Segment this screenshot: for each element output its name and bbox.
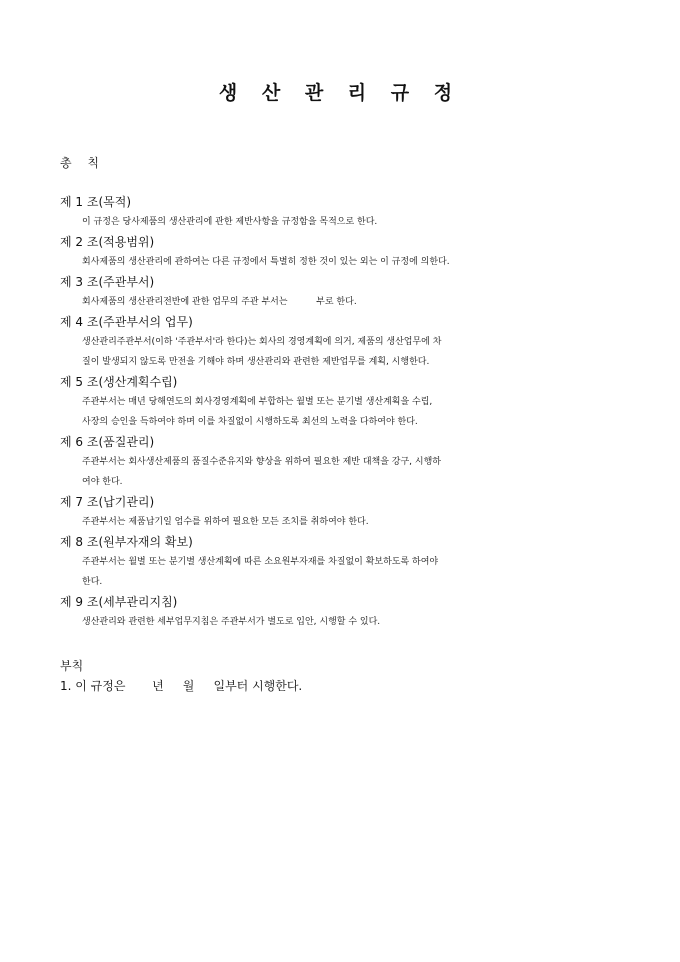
article-body bbox=[60, 612, 624, 632]
article-8 bbox=[60, 532, 624, 592]
article-7 bbox=[60, 492, 624, 532]
article-1 bbox=[60, 192, 624, 232]
article-line: 이 규정은 당사제품의 생산관리에 관한 제반사항을 규정함을 목적으로 한다. bbox=[82, 217, 378, 227]
article-heading: 제 4 조(주관부서의 업무) bbox=[60, 315, 193, 329]
article-line: 여야 한다. bbox=[82, 477, 123, 487]
article-line: 주관부서는 제품납기일 엄수를 위하여 필요한 모든 조치를 취하여야 한다. bbox=[82, 517, 369, 527]
article-body bbox=[60, 512, 624, 532]
article-heading: 제 7 조(납기관리) bbox=[60, 495, 155, 509]
addenda bbox=[60, 656, 624, 696]
article-2 bbox=[60, 232, 624, 272]
section-heading: 총 칙 bbox=[60, 156, 105, 170]
article-heading: 제 9 조(세부관리지침) bbox=[60, 595, 178, 609]
article-body bbox=[60, 252, 624, 272]
article-body bbox=[60, 392, 624, 432]
article-5 bbox=[60, 372, 624, 432]
article-body bbox=[60, 332, 624, 372]
addenda-item: 1. 이 규정은 년 월 일부터 시행한다. bbox=[60, 679, 303, 693]
article-line: 주관부서는 회사생산제품의 품질수준유지와 향상을 위하여 필요한 제반 대책을 강구, 시행하 bbox=[82, 457, 441, 467]
article-heading: 제 3 조(주관부서) bbox=[60, 275, 155, 289]
article-line: 생산관리주관부서(이하 '주관부서'라 한다)는 회사의 경영계획에 의거, 제품의 생산업무에 차 bbox=[82, 337, 442, 347]
article-line: 회사제품의 생산관리에 관하여는 다른 규정에서 특별히 정한 것이 있는 외는 이 규정에 의한다. bbox=[82, 257, 450, 267]
article-heading: 제 1 조(목적) bbox=[60, 195, 131, 209]
article-3 bbox=[60, 272, 624, 312]
article-line: 한다. bbox=[82, 577, 103, 587]
document-title: 생 산 관 리 규 정 bbox=[218, 82, 462, 104]
article-line: 질이 발생되지 않도록 만전을 기해야 하며 생산관리와 관련한 제반업무를 계획, 시행한다. bbox=[82, 357, 430, 367]
article-body bbox=[60, 452, 624, 492]
article-heading: 제 2 조(적용범위) bbox=[60, 235, 155, 249]
article-6 bbox=[60, 432, 624, 492]
article-body bbox=[60, 292, 624, 312]
article-heading: 제 8 조(원부자재의 확보) bbox=[60, 535, 193, 549]
article-4 bbox=[60, 312, 624, 372]
article-heading: 제 6 조(품질관리) bbox=[60, 435, 155, 449]
article-line: 생산관리와 관련한 세부업무지침은 주관부서가 별도로 입안, 시행할 수 있다. bbox=[82, 617, 381, 627]
article-heading: 제 5 조(생산계획수립) bbox=[60, 375, 178, 389]
article-9 bbox=[60, 592, 624, 632]
articles-list bbox=[60, 192, 624, 632]
article-body bbox=[60, 212, 624, 232]
addenda-heading: 부칙 bbox=[60, 659, 84, 673]
article-line: 사장의 승인을 득하여야 하며 이를 차질없이 시행하도록 최선의 노력을 다하여야 한다. bbox=[82, 417, 418, 427]
article-line: 회사제품의 생산관리전반에 관한 업무의 주관 부서는 부로 한다. bbox=[82, 297, 357, 307]
article-line: 주관부서는 월별 또는 분기별 생산계획에 따른 소요원부자재를 차질없이 확보하도록 하여야 bbox=[82, 557, 439, 567]
article-body bbox=[60, 552, 624, 592]
article-line: 주관부서는 매년 당해연도의 회사경영계획에 부합하는 월별 또는 분기별 생산계획을 수립, bbox=[82, 397, 433, 407]
